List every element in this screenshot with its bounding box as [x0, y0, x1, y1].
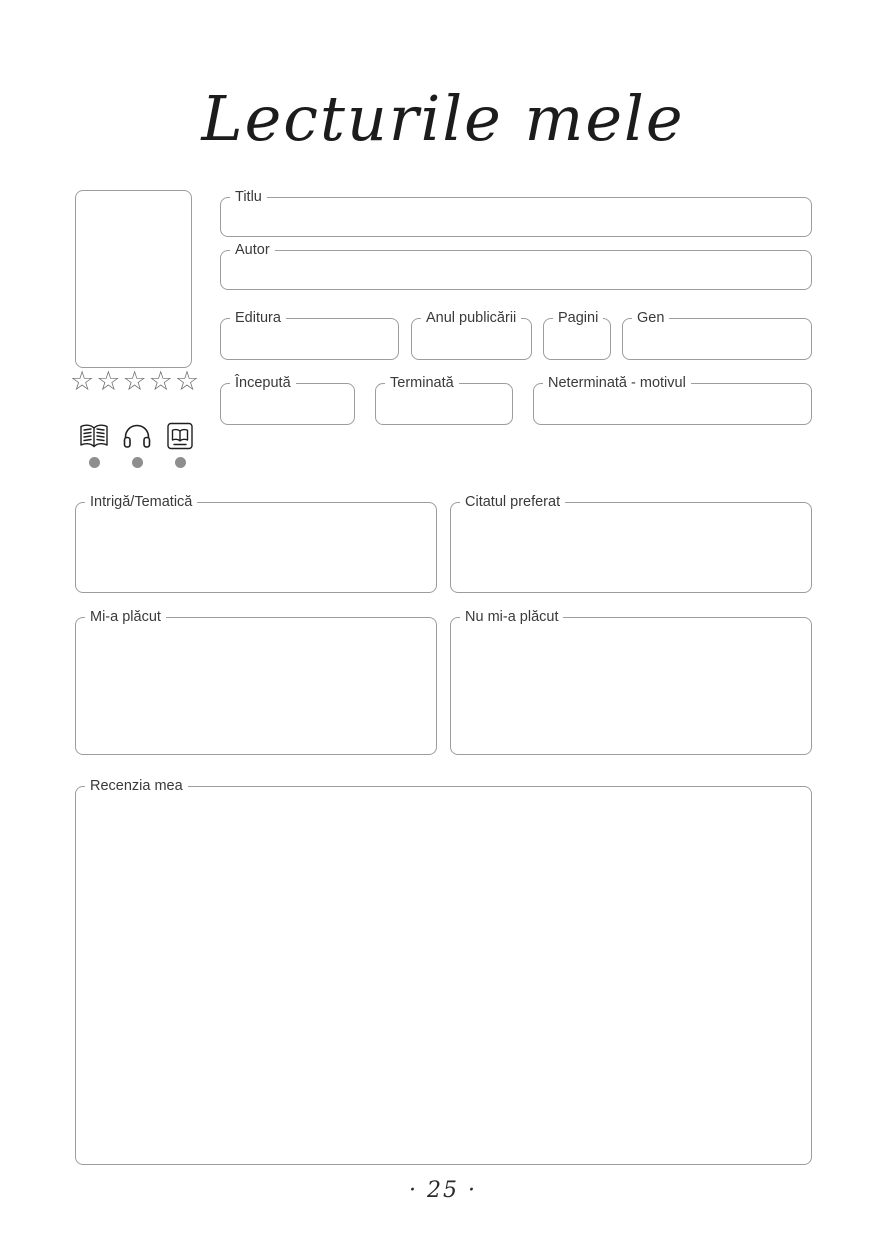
terminata-field[interactable] [375, 375, 513, 425]
format-paper-book [76, 422, 112, 468]
editura-field[interactable] [220, 310, 399, 360]
anul-publicarii-value [420, 329, 523, 355]
headphones-icon [121, 422, 153, 450]
page-number: · 25 · [409, 1178, 477, 1203]
nu-mi-a-placut-label: Nu mi-a plăcut [460, 608, 563, 627]
format-audiobook [119, 422, 155, 468]
anul-publicarii-label: Anul publicării [421, 309, 521, 328]
mi-a-placut-label: Mi-a plăcut [85, 608, 166, 627]
autor-field[interactable] [220, 242, 812, 290]
intriga-tematica-field[interactable] [75, 494, 437, 593]
anul-publicarii-field[interactable] [411, 310, 532, 360]
page-title: Lecturile mele [201, 82, 685, 155]
pagini-label: Pagini [553, 309, 603, 328]
citatul-preferat-value [459, 513, 803, 588]
neterminata-motivul-label: Neterminată - motivul [543, 374, 691, 393]
recenzia-mea-value [84, 797, 803, 1160]
editura-label: Editura [230, 309, 286, 328]
gen-value [631, 329, 803, 355]
terminata-label: Terminată [385, 374, 459, 393]
format-paper-book-dot[interactable] [89, 457, 100, 468]
star-icon[interactable]: ☆ [148, 366, 175, 396]
gen-field[interactable] [622, 310, 812, 360]
terminata-value [384, 394, 504, 420]
star-icon[interactable]: ☆ [174, 366, 202, 396]
nu-mi-a-placut-value [459, 628, 803, 750]
neterminata-motivul-value [542, 394, 803, 420]
inceputa-value [229, 394, 346, 420]
mi-a-placut-value [84, 628, 428, 750]
recenzia-mea-label: Recenzia mea [85, 777, 188, 796]
open-book-icon [78, 422, 110, 450]
citatul-preferat-field[interactable] [450, 494, 812, 593]
recenzia-mea-field[interactable] [75, 778, 812, 1165]
rating-stars [70, 366, 202, 396]
citatul-preferat-label: Citatul preferat [460, 493, 565, 512]
intriga-tematica-value [84, 513, 428, 588]
neterminata-motivul-field[interactable] [533, 375, 812, 425]
inceputa-label: Începută [230, 374, 296, 393]
star-icon[interactable]: ☆ [96, 366, 123, 396]
format-ebook [162, 422, 198, 468]
format-selector [76, 422, 198, 468]
format-ebook-dot[interactable] [175, 457, 186, 468]
pagini-field[interactable] [543, 310, 611, 360]
format-audiobook-dot[interactable] [132, 457, 143, 468]
autor-value [229, 261, 803, 285]
ereader-icon [165, 422, 195, 450]
pagini-value [552, 329, 602, 355]
star-icon[interactable]: ☆ [70, 366, 97, 396]
star-icon[interactable]: ☆ [122, 366, 149, 396]
titlu-field[interactable] [220, 189, 812, 237]
titlu-label: Titlu [230, 188, 267, 207]
book-cover-placeholder[interactable] [75, 190, 192, 368]
autor-label: Autor [230, 241, 275, 260]
nu-mi-a-placut-field[interactable] [450, 609, 812, 755]
gen-label: Gen [632, 309, 669, 328]
mi-a-placut-field[interactable] [75, 609, 437, 755]
titlu-value [229, 208, 803, 232]
editura-value [229, 329, 390, 355]
inceputa-field[interactable] [220, 375, 355, 425]
intriga-tematica-label: Intrigă/Tematică [85, 493, 197, 512]
